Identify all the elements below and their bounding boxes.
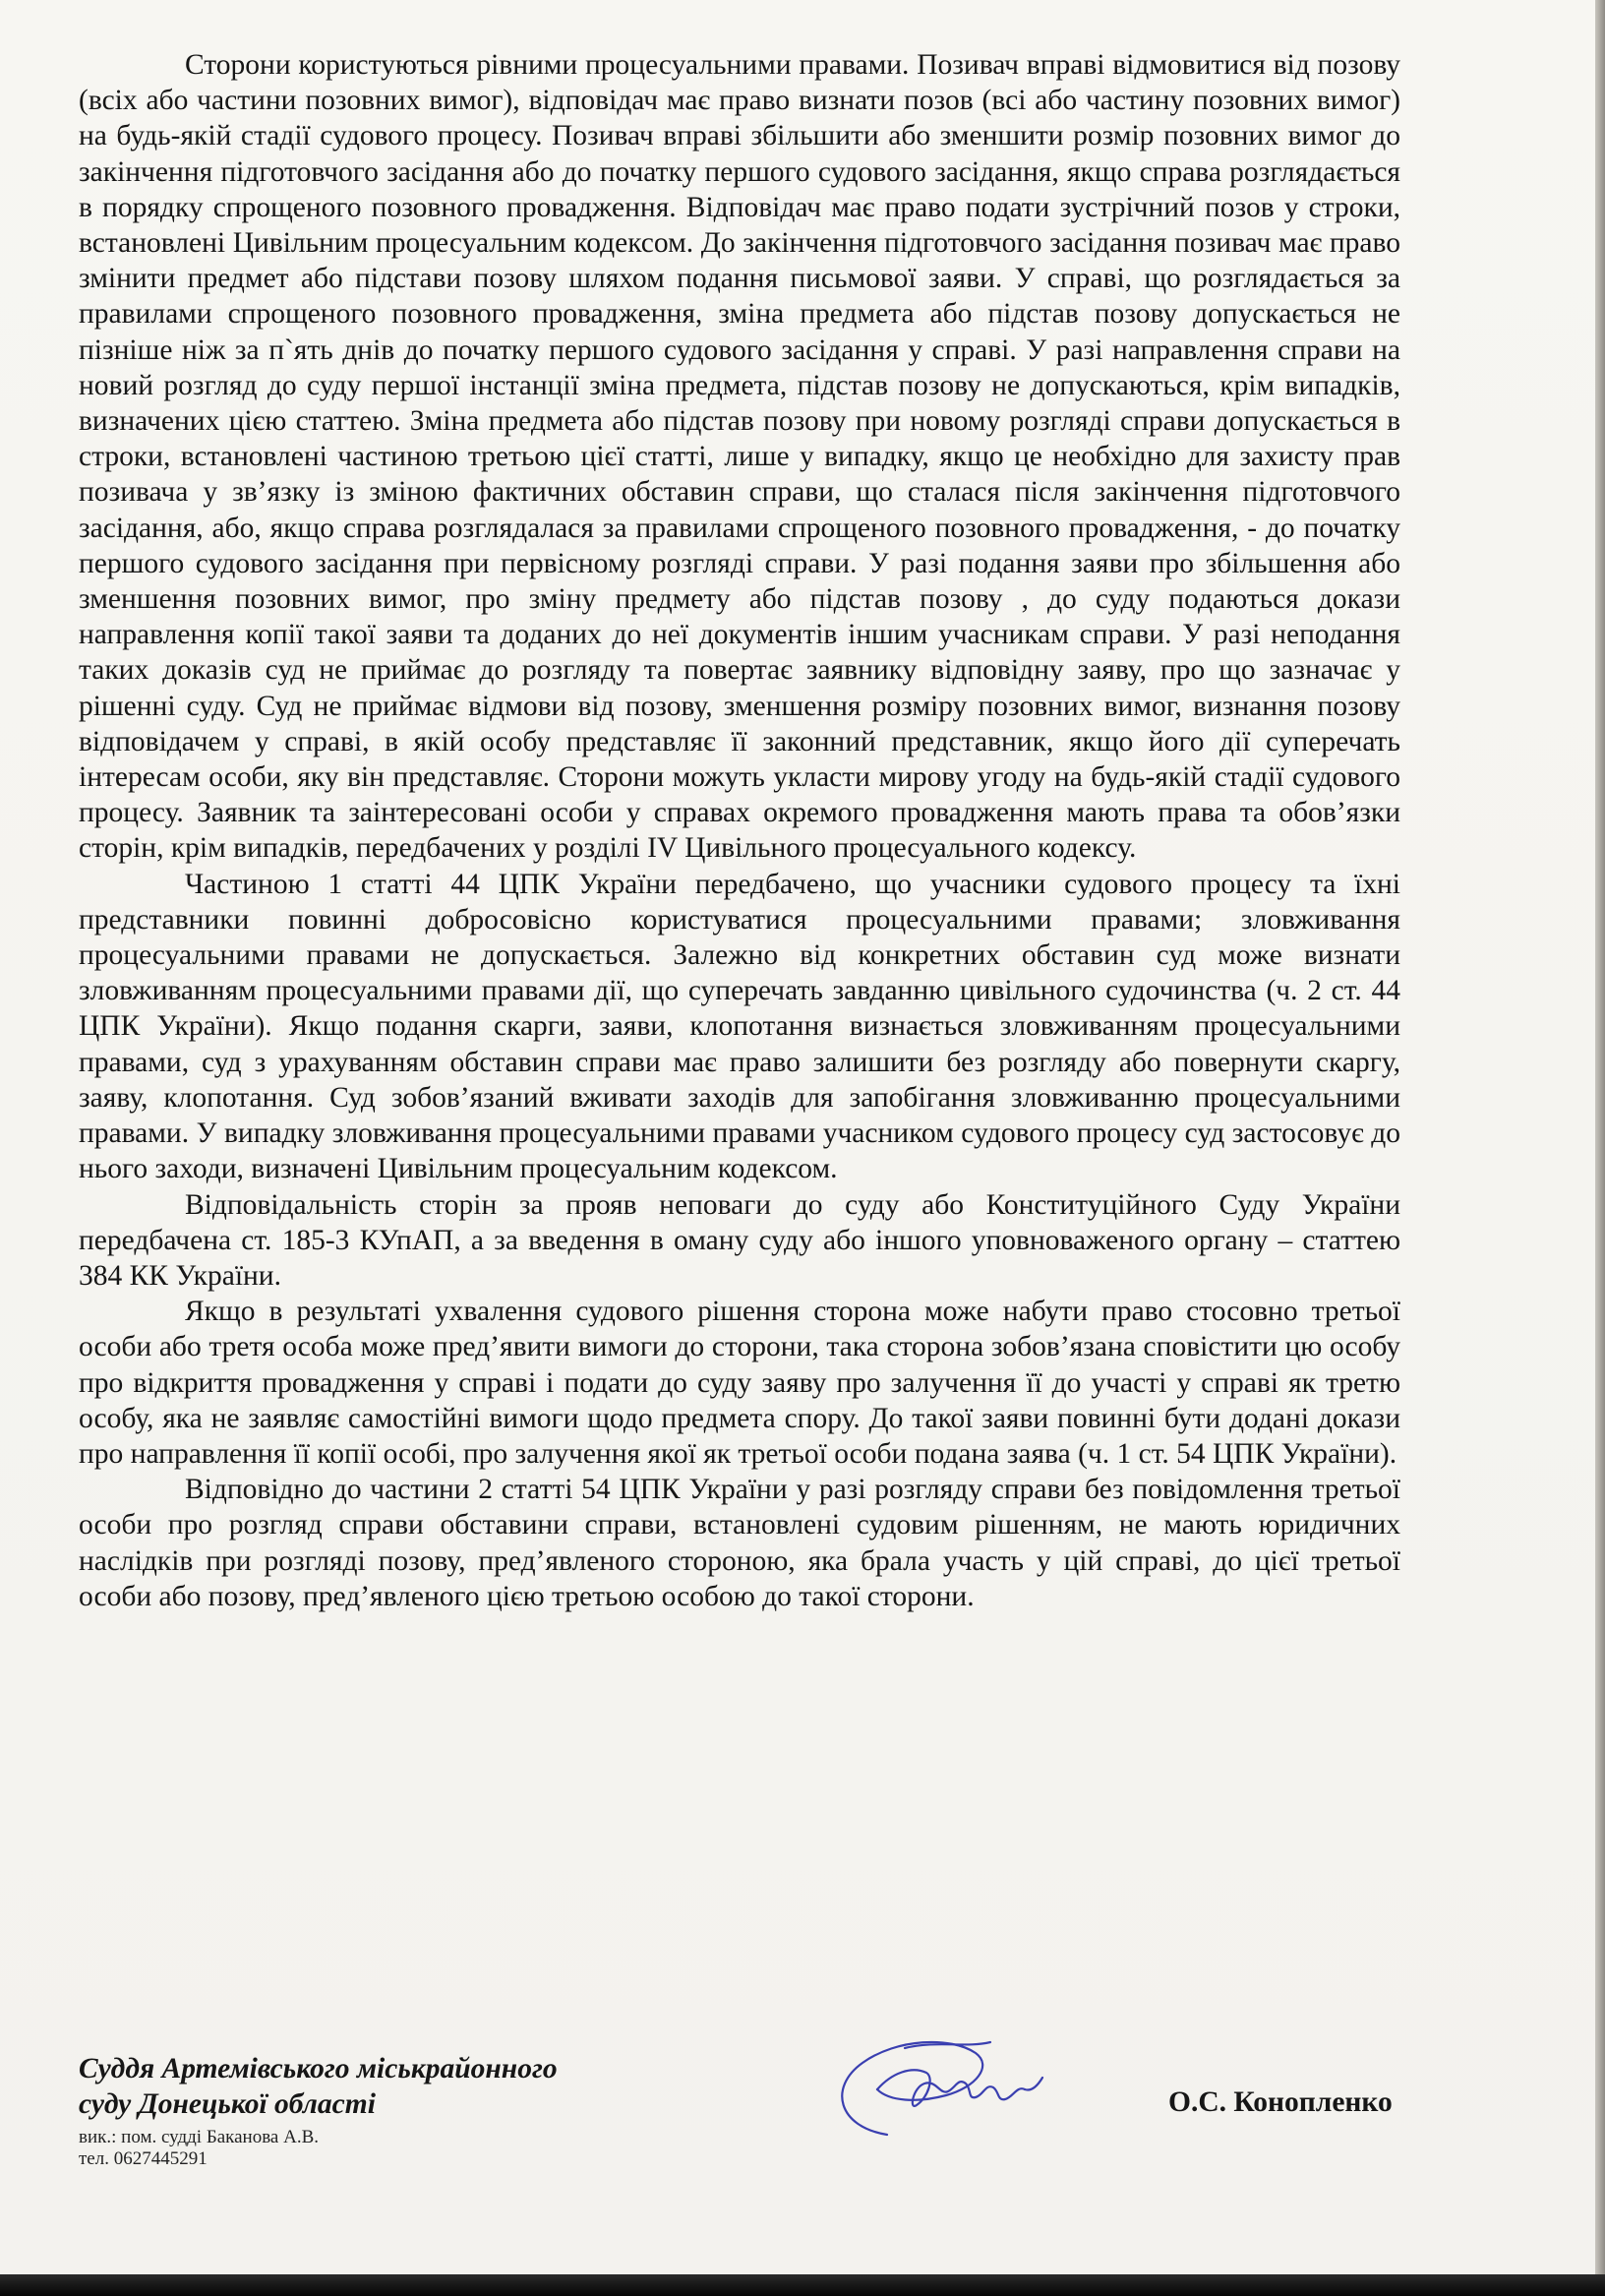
- executor-phone: тел. 0627445291: [79, 2148, 208, 2169]
- signature-block: [79, 2051, 558, 2122]
- handwritten-signature: [818, 2019, 1054, 2156]
- paragraph-parties-rights: Сторони користуються рівними процесуальними правами. Позивач вправі відмовитися від позову (всіх або частини позовних вимог), відповідач має право визнати позов (всі або частину позовних вимог) на будь-якій стадії судового процесу. Позивач вправі збільшити або зменшити розмір позовних вимог до закінчення підготовчого засідання або до початку першого судового засідання, якщо справа розглядається в порядку спрощеного позовного провадження. Відповідач має право подати зустрічний позов у строки, встановлені Цивільним процесуальним кодексом. До закінчення підготовчого засідання позивач має право змінити предмет або підстави позову шляхом подання письмової заяви. У справі, що розглядається за правилами спрощеного позовного провадження, зміна предмета або підстав позову допускається не пізніше ніж за п`ять днів до початку першого судового засідання у справі. У разі направлення справи на новий розгляд до суду першої інстанції зміна предмета, підстав позову не допускаються, крім випадків, визначених цією статтею. Зміна предмета або підстав позову при новому розгляді справи допускається в строки, встановлені частиною третьою цієї статті, лише у випадку, якщо це необхідно для захисту прав позивача у зв’язку із зміною фактичних обставин справи, що сталася після закінчення підготовчого засідання, або, якщо справа розглядалася за правилами спрощеного позовного провадження, - до початку першого судового засідання при первісному розгляді справи. У разі подання заяви про збільшення або зменшення позовних вимог, про зміну предмету або підстав позову , до суду подаються докази направлення копії такої заяви та доданих до неї документів іншим учасникам справи. У разі неподання таких доказів суд не приймає до розгляду та повертає заявнику відповідну заяву, про що зазначає у рішенні суду. Суд не приймає відмови від позову, зменшення розміру позовних вимог, визнання позову відповідачем у справі, в якій особу представляє її законний представник, якщо його дії суперечать інтересам особи, яку він представляє. Сторони можуть укласти мирову угоду на будь-якій стадії судового процесу. Заявник та заінтересовані особи у справах окремого провадження мають права та обов’язки сторін, крім випадків, передбачених у розділі IV Цивільного процесуального кодексу.: [79, 49, 1400, 865]
- judge-name: О.С. Конопленко: [1168, 2086, 1393, 2118]
- scan-edge-bottom: [0, 2274, 1605, 2296]
- judge-position-line2: суду Донецької області: [79, 2088, 376, 2120]
- scan-edge-right: [1595, 0, 1605, 2296]
- paragraph-liability: Відповідальність сторін за прояв неповаги до суду або Конституційного Суду України передбачена ст. 185-3 КУпАП, а за введення в оману суду або іншого уповноваженого органу – статтею 384 КК України.: [79, 1188, 1400, 1292]
- document-body: [79, 47, 1400, 1614]
- paragraph-third-party-consequences: Відповідно до частини 2 статті 54 ЦПК України у разі розгляду справи без повідомлення третьої особи про розгляд справи обставини справи, встановлені судовим рішенням, не мають юридичних наслідків при розгляді позову, пред’явленого стороною, яка брала участь у цій справі, до цієї третьої особи або позову, пред’явленого цією третьою особою до такої сторони.: [79, 1474, 1400, 1612]
- paragraph-third-party-notice: Якщо в результаті ухвалення судового рішення сторона може набути право стосовно третьої особи або третя особа може пред’явити вимоги до сторони, така сторона зобов’язана сповістити цю особу про відкриття провадження у справі і подати до суду заяву про залучення її до участі у справі як третю особу, яка не заявляє самостійні вимоги щодо предмета спору. До такої заяви повинні бути додані докази про направлення її копії особі, про залучення якої як третьої особи подана заява (ч. 1 ст. 54 ЦПК України).: [79, 1296, 1400, 1470]
- executor-name: вик.: пом. судді Баканова А.В.: [79, 2127, 320, 2147]
- judge-position-line1: Суддя Артемівського міськрайонного: [79, 2053, 558, 2085]
- paragraph-abuse-of-rights: Частиною 1 статті 44 ЦПК України передбачено, що учасники судового процесу та їхні представники повинні добросовісно користуватися процесуальними правами; зловживання процесуальними правами не допускається. Залежно від конкретних обставин суд може визнати зловживанням процесуальними правами дії, що суперечать завданню цивільного судочинства (ч. 2 ст. 44 ЦПК України). Якщо подання скарги, заяви, клопотання визнається зловживанням процесуальними правами, суд з урахуванням обставин справи має право залишити без розгляду або повернути скаргу, заяву, клопотання. Суд зобов’язаний вживати заходів для запобігання зловживанню процесуальними правами. У випадку зловживання процесуальними правами учасником судового процесу суд застосовує до нього заходи, визначені Цивільним процесуальним кодексом.: [79, 868, 1400, 1185]
- executor-note: [79, 2127, 319, 2170]
